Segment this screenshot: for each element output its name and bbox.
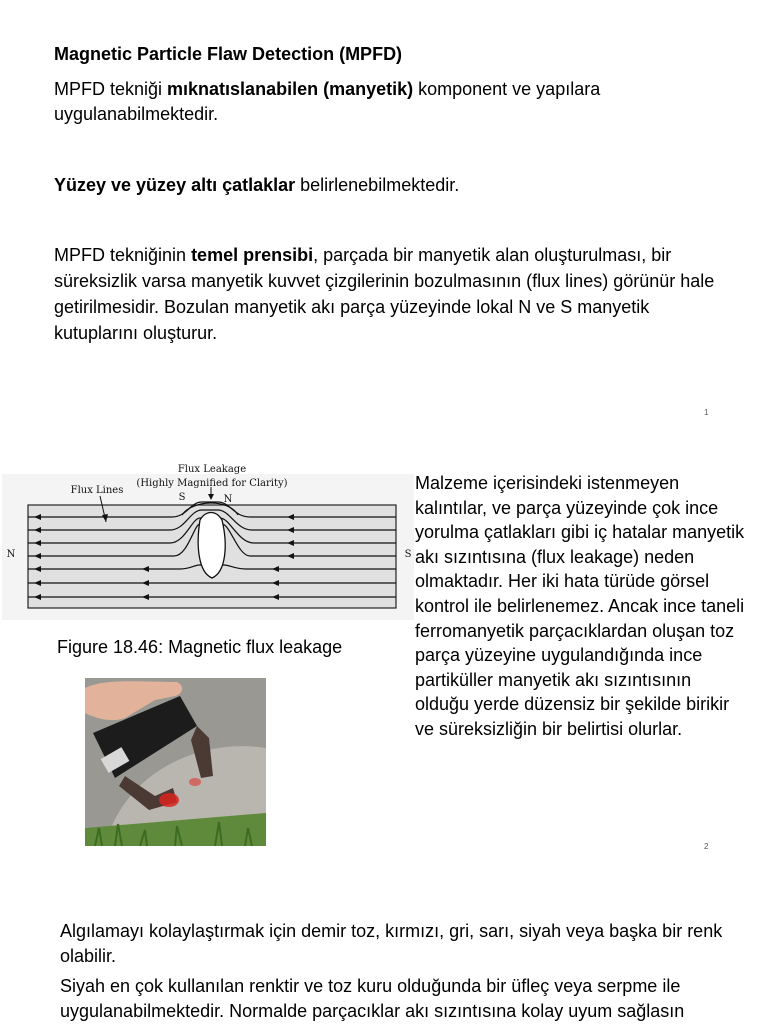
red-particle-spray (189, 778, 201, 786)
red-particle-indication (159, 793, 179, 807)
surface-paragraph (54, 173, 459, 198)
document-title: Magnetic Particle Flaw Detection (MPFD) (54, 44, 403, 64)
intro-prefix: MPFD tekniği (54, 79, 168, 99)
label-pole-n-left: N (6, 549, 16, 560)
crack-flaw (198, 513, 225, 579)
flux-leakage-figure (2, 460, 414, 620)
label-magnified: (Highly Magnified for Clarity) (136, 478, 288, 489)
principle-suffix: , parçada bir manyetik alan oluşturulması, bir süreksizlik varsa manyetik kuvvet çizgilerinin bozulmasının (flux lines) görünür hale getirilmesidir. Bozulan manyetik akı parça yüzeyinde lokal N ve S manyetik kutuplarını oluşturur. (54, 245, 715, 343)
intro-suffix: komponent ve yapılara uygulanabilmektedir. (54, 79, 601, 124)
page-number: 2 (704, 842, 709, 851)
surface-suffix: belirlenebilmektedir. (295, 175, 460, 195)
intro-bold: mıknatıslanabilen (manyetik) (167, 79, 414, 99)
label-pole-s-small: S (178, 492, 186, 503)
page-number: 1 (704, 408, 709, 417)
black-paragraph: Siyah en çok kullanılan renktir ve toz kuru olduğunda bir üfleç veya serpme ile uygulanabilmektedir. Normalde parçacıklar akı sızıntısına kolay uyum sağlasın (60, 976, 685, 1021)
principle-bold: temel prensibi (191, 245, 314, 265)
label-pole-n-small: N (223, 494, 233, 505)
inspection-photo (85, 678, 266, 846)
principle-paragraph (54, 242, 724, 346)
principle-prefix: MPFD tekniğinin (54, 245, 192, 265)
color-paragraph: Algılamayı kolaylaştırmak için demir toz, kırmızı, gri, sarı, siyah veya başka bir renk olabilir. (60, 921, 723, 966)
label-pole-s-right: S (404, 549, 412, 560)
figure-caption: Figure 18.46: Magnetic flux leakage (57, 637, 343, 657)
surface-bold: Yüzey ve yüzey altı çatlaklar (54, 175, 296, 195)
label-flux-leakage: Flux Leakage (177, 464, 247, 475)
label-flux-lines: Flux Lines (70, 485, 124, 496)
side-paragraph: Malzeme içerisindeki istenmeyen kalıntılar, ve parça yüzeyinde çok ince yorulma çatlakları gibi iç hatalar manyetik akı sızıntısına (flux leakage) neden olmaktadır. Her iki hata türüde görsel kontrol ile belirlenemez. Ancak ince taneli ferromanyetik parçacıklardan oluşan toz parça yüzeyine uygulandığında ince partiküller manyetik akı sızıntısının olduğu yerde düzensiz bir şekilde birikir ve süreksizliğin bir belirtisi olurlar. (415, 473, 745, 739)
intro-paragraph (54, 77, 744, 127)
